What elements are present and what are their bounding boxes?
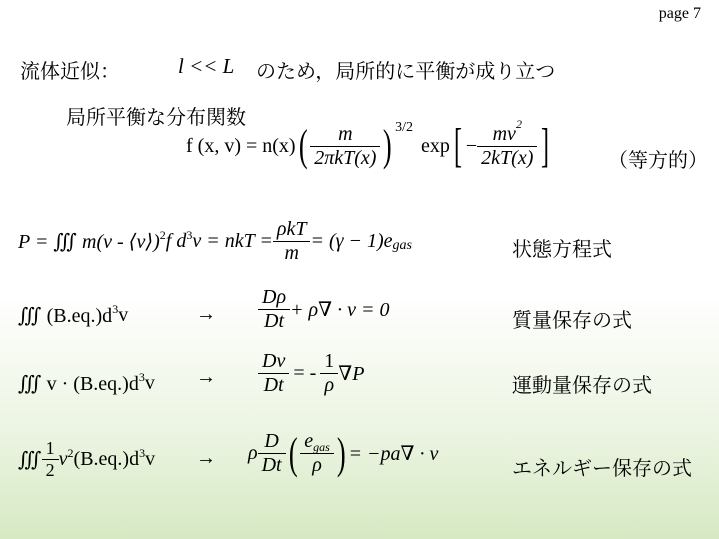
equals-minus: = - <box>293 362 317 384</box>
exp-label: exp <box>421 134 450 157</box>
fraction-numerator: $mv^2$ <box>477 123 537 147</box>
energy-arrow: → <box>196 447 216 469</box>
fraction-numerator: 1 <box>42 438 59 460</box>
momentum-arrow: → <box>196 366 216 388</box>
left-bracket: [ <box>453 119 462 172</box>
heading-label: 流体近似： <box>20 59 120 83</box>
fraction-denominator: Dt <box>264 310 285 332</box>
specific-energy-fraction <box>300 430 334 477</box>
isotropic-note: （等方的） <box>608 148 708 172</box>
momentum-conservation-label: 運動量保存の式 <box>512 373 652 397</box>
state-rest: v = nkT = <box>192 230 273 252</box>
fraction-denominator: 2πkT(x) <box>314 146 377 169</box>
fraction-denominator: Dt <box>263 374 284 396</box>
velocity-symbol: v <box>145 448 156 470</box>
fraction-numerator: m <box>310 123 380 147</box>
fraction-numerator: Dv <box>258 350 289 374</box>
fraction-numerator: Dρ <box>258 286 290 310</box>
pressure-gradient: ∇P <box>338 363 365 385</box>
minus-sign: − <box>465 134 478 157</box>
density-symbol: ρ <box>248 442 258 464</box>
fraction-numerator: 1 <box>320 350 338 374</box>
material-derivative-fraction <box>258 350 289 397</box>
mass-moment <box>18 303 128 328</box>
distribution-fraction-1 <box>310 123 380 170</box>
boltzmann-eq: (B.eq.)d <box>73 448 140 470</box>
local-equilibrium-label: 局所平衡な分布関数 <box>66 105 246 129</box>
state-equation-label: 状態方程式 <box>512 237 612 261</box>
state-equation <box>18 218 412 265</box>
state-tail: = (γ − 1)e <box>310 230 393 252</box>
distribution-lhs: f (x, v) = n(x) <box>186 134 296 157</box>
right-paren: ) <box>383 121 393 170</box>
state-mid: f d <box>165 230 187 252</box>
distribution-fraction-2 <box>477 116 537 170</box>
energy-equation <box>248 430 438 477</box>
fraction-denominator: 2 <box>45 460 55 480</box>
momentum-lhs: ∭ v · (B.eq.)d <box>18 373 139 395</box>
state-fraction <box>273 218 311 265</box>
heading-condition: l << L <box>178 54 235 78</box>
square-exponent: 2 <box>67 446 74 460</box>
state-lhs: P = ∭ m(v - ⟨v⟩) <box>18 231 160 253</box>
power: 3/2 <box>395 120 414 135</box>
energy-moment <box>18 438 155 481</box>
mass-conservation-label: 質量保存の式 <box>512 308 632 332</box>
fraction-denominator: 2kT(x) <box>481 146 534 169</box>
material-derivative-fraction <box>258 286 290 333</box>
triple-integral: ∭ <box>18 449 42 471</box>
fraction-denominator: ρ <box>324 374 335 396</box>
right-bracket: ] <box>541 119 550 172</box>
inverse-density-fraction <box>320 350 338 397</box>
velocity-symbol: v <box>118 304 129 326</box>
velocity-symbol: v <box>58 448 68 470</box>
energy-rhs: = −pa∇ · v <box>348 443 439 465</box>
fraction-numerator: D <box>258 430 286 454</box>
momentum-equation <box>258 350 364 397</box>
velocity-symbol: v <box>144 372 155 394</box>
energy-conservation-label: エネルギー保存の式 <box>512 456 692 480</box>
cube-exponent: 3 <box>112 302 119 316</box>
distribution-equation <box>186 116 553 172</box>
fraction-denominator: ρ <box>312 454 322 476</box>
fraction-denominator: m <box>284 242 299 264</box>
momentum-moment <box>18 371 155 396</box>
fraction-numerator: ρkT <box>273 218 311 242</box>
gas-subscript: gas <box>392 237 412 253</box>
cube-exponent: 3 <box>138 370 145 384</box>
fraction-denominator: Dt <box>261 454 282 476</box>
mass-rhs: + ρ∇ · v = 0 <box>290 299 390 321</box>
fraction-numerator: $e_{gas}$ <box>300 430 334 454</box>
right-paren: ) <box>336 428 346 478</box>
cube-exponent: 3 <box>139 446 146 460</box>
mass-arrow: → <box>196 303 216 325</box>
page-number: page 7 <box>658 5 701 22</box>
cube-exponent: 3 <box>186 228 193 242</box>
left-paren: ( <box>298 121 308 170</box>
left-paren: ( <box>288 428 298 478</box>
square-exponent: 2 <box>159 228 166 242</box>
mass-equation <box>258 286 389 333</box>
mass-lhs: ∭ (B.eq.)d <box>18 305 113 327</box>
heading-text: のため，局所的に平衡が成り立つ <box>256 59 556 83</box>
material-derivative-fraction <box>258 430 286 477</box>
half-fraction <box>42 438 59 481</box>
